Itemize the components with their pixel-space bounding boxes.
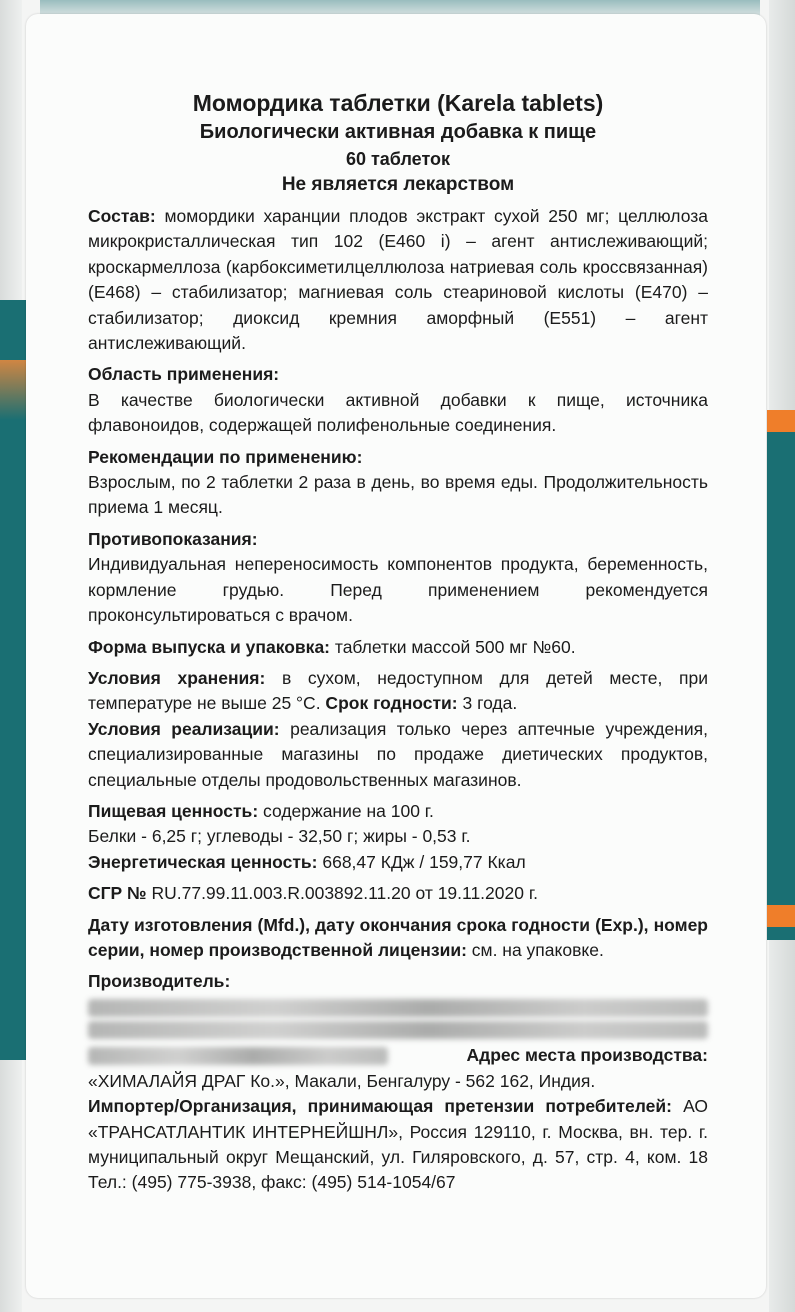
storage-label: Условия хранения:: [88, 667, 266, 688]
not-drug-notice: Не является лекарством: [281, 174, 515, 195]
product-title: Момордика таблетки (Karela tablets): [192, 90, 604, 116]
form-text: таблетки массой 500 мг №60.: [330, 636, 576, 657]
dates-label: Дату изготовления (Mfd.), дату окончания срока годности (Exp.), номер серии, номер производственной лицензии:: [88, 914, 708, 960]
application-label: Область применения:: [88, 364, 280, 385]
energy-text: 668,47 КДж / 159,77 Ккал: [317, 851, 526, 872]
importer-text: АО «ТРАНСАТЛАНТИК ИНТЕРНЕЙШНЛ», Россия 129110, г. Москва, вн. тер. г. муниципальный округ Мещанский, ул. Гиляровского, д. 57, стр. 4, ком. 18 Тел.: (495) 775-3938, факс: (495) 514-1054/67: [88, 1096, 708, 1193]
dates-text: см. на упаковке.: [466, 939, 604, 960]
storage-text: в сухом, недоступном для детей месте, при температуре не выше 25 °С.: [88, 667, 708, 714]
sale-text: реализация только через аптечные учреждения, специализированные магазины по продаже диетических продуктов, специальные отделы продовольственных магазинов.: [88, 718, 709, 790]
manufacturer-redacted-line-3: [88, 1047, 388, 1065]
application-text: В качестве биологически активной добавки к пище, источника флавоноидов, содержащей полифенольные соединения.: [88, 389, 708, 436]
label-content: [88, 88, 708, 1196]
tablet-count: 60 таблеток: [345, 149, 451, 169]
recommendations-label: Рекомендации по применению:: [88, 446, 363, 467]
importer-section: [88, 1094, 708, 1196]
nutrition-values: Белки - 6,25 г; углеводы - 32,50 г; жиры - 0,53 г.: [88, 826, 471, 847]
dates-section: [88, 913, 708, 964]
manufacturer-redacted-line-1: [88, 999, 708, 1017]
shelf-life-text: 3 года.: [457, 693, 518, 714]
recommendations-text: Взрослым, по 2 таблетки 2 раза в день, во время еды. Продолжительность приема 1 месяц.: [88, 472, 708, 518]
sgr-text: RU.77.99.11.003.R.003892.11.20 от 19.11.2020 г.: [146, 883, 538, 904]
energy-section: [88, 850, 708, 875]
sale-label: Условия реализации:: [88, 718, 280, 739]
nutrition-text: содержание на 100 г.: [258, 800, 434, 821]
production-address-label: Адрес места производства:: [466, 1044, 708, 1065]
nutrition-label: Пищевая ценность:: [88, 800, 259, 821]
manufacturer-label: Производитель:: [88, 971, 231, 992]
contraindications-label: Противопоказания:: [88, 528, 258, 549]
teal-stripe-right: [767, 420, 795, 940]
sale-section: [88, 717, 708, 793]
orange-accent-right-bottom: [767, 905, 795, 927]
product-subtitle: Биологически активная добавка к пище: [199, 121, 597, 143]
sgr-section: [88, 881, 708, 906]
storage-section: [88, 666, 708, 717]
contraindications-text: Индивидуальная непереносимость компонентов продукта, беременность, кормление грудью. Перед применением рекомендуется проконсультироваться с врачом.: [88, 554, 708, 626]
form-section: [88, 635, 708, 660]
composition-label: Состав:: [88, 206, 156, 226]
manufacturer-redacted-line-2: [88, 1021, 708, 1039]
nutrition-section: [88, 799, 708, 824]
importer-label: Импортер/Организация, принимающая претензии потребителей:: [88, 1096, 672, 1117]
composition-text: момордики харанции плодов экстракт сухой 250 мг; целлюлоза микрокристаллическая тип 102 (Е460 i) – агент антислеживающий; кроскармеллоза (карбоксиметилцеллюлоза натриевая соль кроссвязанная) (Е468) – стабилизатор; магниевая соль стеариновой кислоты (Е470) – стабилизатор; диоксид кремния аморфный (Е551) – агент антислеживающий.: [88, 206, 708, 354]
form-label: Форма выпуска и упаковка:: [88, 636, 331, 657]
sgr-label: СГР №: [88, 883, 147, 904]
shelf-life-label: Срок годности:: [320, 693, 458, 714]
orange-accent-right-top: [767, 410, 795, 432]
production-address-text: «ХИМАЛАЙЯ ДРАГ Ко.», Макали, Бенгалуру - 562 162, Индия.: [88, 1070, 596, 1091]
energy-label: Энергетическая ценность:: [88, 851, 318, 872]
composition-section: [88, 204, 708, 356]
production-address-row: [88, 1043, 708, 1069]
